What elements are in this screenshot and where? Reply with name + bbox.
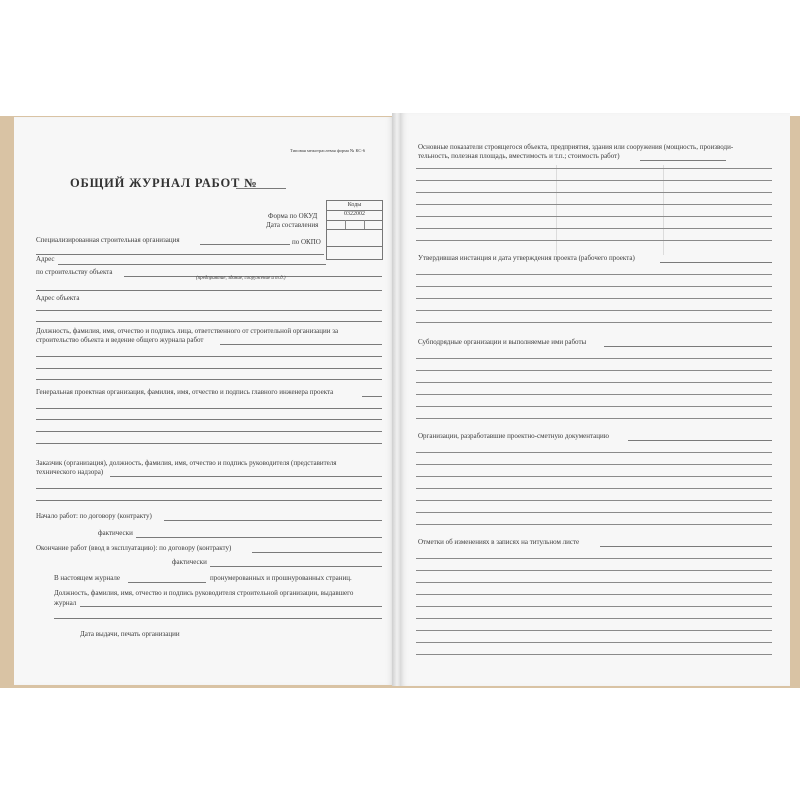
designers-line[interactable] <box>416 512 772 513</box>
right-page <box>400 113 790 686</box>
changes-line[interactable] <box>416 594 772 595</box>
indicators-line[interactable] <box>416 216 772 217</box>
indicators-line[interactable] <box>416 168 772 169</box>
responsible-line-3[interactable] <box>36 368 382 369</box>
subcontractors-line[interactable] <box>416 370 772 371</box>
end-actual-label: фактически <box>172 558 207 566</box>
indicators-line[interactable] <box>416 228 772 229</box>
designers-line[interactable] <box>416 464 772 465</box>
designers-line[interactable] <box>416 524 772 525</box>
subcontractors-line[interactable] <box>416 406 772 407</box>
changes-field[interactable] <box>600 546 772 547</box>
customer-label-1: Заказчик (организация), должность, фамилия, имя, отчество и подпись руководителя (представителя <box>36 459 337 467</box>
design-org-line-5[interactable] <box>36 443 382 444</box>
indicators-field[interactable] <box>640 160 726 161</box>
codes-header: Коды <box>347 202 362 208</box>
indicators-line[interactable] <box>416 192 772 193</box>
responsible-line-2[interactable] <box>36 356 382 357</box>
design-org-field[interactable] <box>362 396 382 397</box>
pages-prefix: В настоящем журнале <box>54 574 120 582</box>
indicators-line[interactable] <box>416 180 772 181</box>
indicators-line[interactable] <box>416 204 772 205</box>
object-field-line-2[interactable] <box>36 290 382 291</box>
customer-label-2: технического надзора) <box>36 468 104 476</box>
responsible-label-1: Должность, фамилия, имя, отчество и подпись лица, ответственного от строительной организации за <box>36 327 339 335</box>
changes-line[interactable] <box>416 558 772 559</box>
subcontractors-line[interactable] <box>416 382 772 383</box>
bleed-through-divider <box>663 165 664 255</box>
approval-line[interactable] <box>416 322 772 323</box>
end-label: Окончание работ (ввод в эксплуатацию): по договору (контракту) <box>36 544 232 552</box>
start-actual-field[interactable] <box>136 537 382 538</box>
designers-field[interactable] <box>628 440 772 441</box>
object-address-line-2[interactable] <box>36 321 382 322</box>
customer-line-2[interactable] <box>36 488 382 489</box>
approval-line[interactable] <box>416 286 772 287</box>
date-label: Дата составления <box>266 221 319 229</box>
subcontractors-label: Субподрядные организации и выполняемые ими работы <box>418 338 587 346</box>
designers-line[interactable] <box>416 488 772 489</box>
object-label: по строительству объекта <box>36 268 113 276</box>
customer-field[interactable] <box>110 476 382 477</box>
designers-label: Организации, разработавшие проектно-сметную документацию <box>418 432 609 440</box>
responsible-label-2: строительство объекта и ведение общего журнала работ <box>36 336 204 344</box>
pages-count-field[interactable] <box>128 582 206 583</box>
object-address-line-1[interactable] <box>36 310 382 311</box>
approval-line[interactable] <box>416 274 772 275</box>
indicators-line[interactable] <box>416 240 772 241</box>
design-org-line-2[interactable] <box>36 408 382 409</box>
subcontractors-field[interactable] <box>604 346 772 347</box>
changes-label: Отметки об изменениях в записях на титульном листе <box>418 538 580 546</box>
customer-line-3[interactable] <box>36 500 382 501</box>
pages-suffix: пронумерованных и прошнурованных страниц. <box>210 574 352 582</box>
journal-title: ОБЩИЙ ЖУРНАЛ РАБОТ № <box>70 176 258 190</box>
issuer-label-1: Должность, фамилия, имя, отчество и подпись руководителя строительной организации, выдавшего <box>54 589 354 597</box>
responsible-field[interactable] <box>220 344 382 345</box>
design-org-label: Генеральная проектная организация, фамилия, имя, отчество и подпись главного инженера проекта <box>36 388 334 396</box>
start-label: Начало работ: по договору (контракту) <box>36 512 152 520</box>
indicators-label-1: Основные показатели строящегося объекта, предприятия, здания или сооружения (мощность, производи- <box>418 143 734 151</box>
approval-line[interactable] <box>416 298 772 299</box>
changes-line[interactable] <box>416 606 772 607</box>
end-contract-field[interactable] <box>252 552 382 553</box>
approval-line[interactable] <box>416 310 772 311</box>
org-field[interactable] <box>200 244 290 245</box>
codes-table <box>326 200 383 260</box>
okud-label: Форма по ОКУД <box>268 212 318 220</box>
designers-line[interactable] <box>416 452 772 453</box>
issue-date-label: Дата выдачи, печать организации <box>80 630 180 638</box>
design-org-line-4[interactable] <box>36 431 382 432</box>
issuer-label-2: журнал <box>54 599 77 607</box>
changes-line[interactable] <box>416 654 772 655</box>
issuer-field[interactable] <box>80 606 382 607</box>
designers-line[interactable] <box>416 500 772 501</box>
org-field-line-2[interactable] <box>36 254 324 255</box>
start-actual-label: фактически <box>98 529 133 537</box>
end-actual-field[interactable] <box>210 566 382 567</box>
changes-line[interactable] <box>416 630 772 631</box>
issuer-line-2[interactable] <box>54 618 382 619</box>
object-hint: (предприятие, здание, сооружение и т.д.) <box>196 276 286 281</box>
approval-field[interactable] <box>660 262 772 263</box>
approval-label: Утвердившая инстанция и дата утверждения проекта (рабочего проекта) <box>418 254 635 262</box>
okpo-label: по ОКПО <box>292 238 321 246</box>
start-contract-field[interactable] <box>164 520 382 521</box>
changes-line[interactable] <box>416 642 772 643</box>
okud-code: 0322002 <box>344 211 365 217</box>
form-reference: Типовая межотраслевая форма № КС-6 <box>290 148 366 153</box>
address-field[interactable] <box>58 264 326 265</box>
bleed-through-divider <box>556 165 557 255</box>
address-label: Адрес <box>36 255 55 263</box>
responsible-line-4[interactable] <box>36 379 382 380</box>
changes-line[interactable] <box>416 582 772 583</box>
indicators-label-2: тельность, полезная площадь, вместимость и т.п.; стоимость работ) <box>418 152 620 160</box>
designers-line[interactable] <box>416 476 772 477</box>
journal-number-line[interactable] <box>236 188 286 189</box>
subcontractors-line[interactable] <box>416 358 772 359</box>
subcontractors-line[interactable] <box>416 418 772 419</box>
object-address-label: Адрес объекта <box>36 294 80 302</box>
changes-line[interactable] <box>416 618 772 619</box>
changes-line[interactable] <box>416 570 772 571</box>
design-org-line-3[interactable] <box>36 419 382 420</box>
org-label: Специализированная строительная организация <box>36 236 180 244</box>
subcontractors-line[interactable] <box>416 394 772 395</box>
